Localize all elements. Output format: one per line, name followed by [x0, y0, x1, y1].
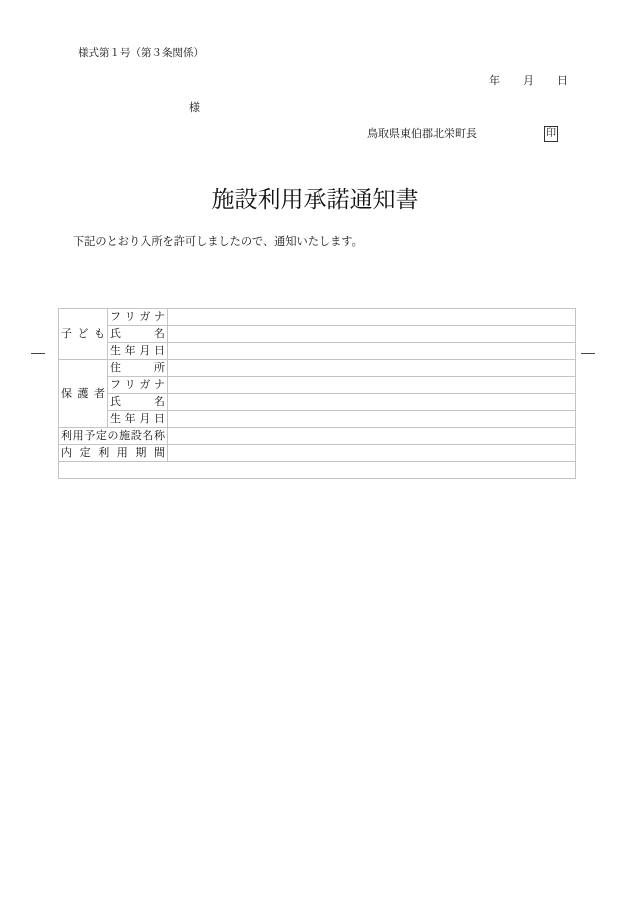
notice-table [58, 308, 576, 479]
guardian-birthdate-label-cell [108, 411, 168, 428]
guardian-group-label: 保 護 者 [61, 387, 105, 400]
date-month-label: 月 [523, 75, 534, 87]
guardian-birthdate-value [168, 411, 576, 428]
seal-mark: 印 [544, 126, 558, 142]
planned-period-label: 内 定 利 用 期 間 [61, 447, 165, 459]
table-row [59, 309, 576, 326]
child-name-label: 氏 名 [110, 328, 165, 340]
guardian-name-value [168, 394, 576, 411]
guardian-address-label: 住 所 [110, 362, 165, 374]
date-year-label: 年 [489, 75, 500, 87]
table-row [59, 462, 576, 479]
guardian-address-label-cell [108, 360, 168, 377]
child-name-value [168, 326, 576, 343]
facility-name-label: 利用予定の施設名称 [61, 430, 165, 442]
guardian-name-label-cell [108, 394, 168, 411]
guardian-name-label: 氏 名 [110, 396, 165, 408]
table-row [59, 428, 576, 445]
child-birthdate-value [168, 343, 576, 360]
child-furigana-label-cell [108, 309, 168, 326]
guardian-address-value [168, 360, 576, 377]
issuer-name: 鳥取県東伯郡北栄町長 [367, 128, 477, 140]
facility-name-value [168, 428, 576, 445]
guardian-furigana-label: フ リ ガ ナ [110, 379, 165, 391]
punch-mark-right [581, 353, 595, 354]
table-row [59, 411, 576, 428]
child-furigana-value [168, 309, 576, 326]
table-row [59, 343, 576, 360]
guardian-furigana-label-cell [108, 377, 168, 394]
remarks-area [59, 462, 576, 479]
planned-period-label-cell [59, 445, 168, 462]
child-birthdate-label: 生 年 月 日 [110, 345, 165, 357]
table-row [59, 445, 576, 462]
child-birthdate-label-cell [108, 343, 168, 360]
form-number: 様式第１号（第３条関係） [78, 48, 204, 59]
child-group-label: 子 ど も [61, 328, 105, 340]
table-row [59, 377, 576, 394]
table-row [59, 360, 576, 377]
child-name-label-cell [108, 326, 168, 343]
child-furigana-label: フ リ ガ ナ [110, 311, 165, 323]
addressee-suffix: 様 [189, 102, 200, 114]
guardian-group-cell [59, 360, 108, 428]
planned-period-value [168, 445, 576, 462]
guardian-furigana-value [168, 377, 576, 394]
facility-name-label-cell [59, 428, 168, 445]
intro-text: 下記のとおり入所を許可しましたので、通知いたします。 [73, 236, 363, 248]
child-group-cell [59, 309, 108, 360]
punch-mark-left [31, 353, 45, 354]
document-title: 施設利用承諾通知書 [211, 187, 419, 212]
date-day-label: 日 [557, 75, 568, 87]
guardian-birthdate-label: 生 年 月 日 [110, 413, 165, 425]
table-row [59, 326, 576, 343]
table-row [59, 394, 576, 411]
